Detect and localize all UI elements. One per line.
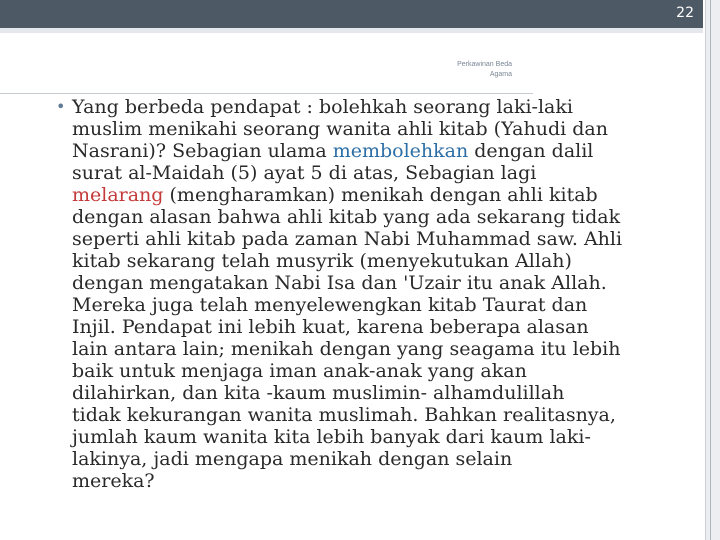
body-line: seperti ahli kitab pada zaman Nabi Muhammad saw. Ahli	[72, 228, 623, 250]
body-line	[72, 140, 696, 162]
top-bar	[0, 0, 703, 28]
body-text: (mengharamkan) menikah dengan ahli kitab	[163, 184, 598, 206]
body-line: baik untuk menjaga iman anak-anak yang akan	[72, 360, 527, 382]
header-note-line: Agama	[489, 71, 512, 78]
body-text: dengan dalil	[468, 140, 594, 162]
page-number: 22	[676, 5, 694, 21]
top-bar-edge	[0, 28, 703, 33]
header-divider	[0, 93, 533, 94]
body-line: muslim menikahi seorang wanita ahli kitab (Yahudi dan	[72, 118, 608, 140]
body-line: mereka?	[72, 470, 155, 492]
body-line: Injil. Pendapat ini lebih kuat, karena beberapa alasan	[72, 316, 589, 338]
highlight-allowed: membolehkan	[332, 140, 469, 162]
body-line: dilahirkan, dan kita -kaum muslimin- alhamdulillah	[72, 382, 565, 404]
body-line: kitab sekarang telah musyrik (menyekutukan Allah)	[72, 250, 572, 272]
body-line: Mereka juga telah menyelewengkan kitab Taurat dan	[72, 294, 588, 316]
body-line	[72, 96, 696, 118]
body-line: tidak kekurangan wanita muslimah. Bahkan realitasnya,	[72, 404, 616, 426]
highlight-forbidden: melarang	[72, 184, 164, 206]
body-line: dengan alasan bahwa ahli kitab yang ada sekarang tidak	[72, 206, 621, 228]
header-note-line: Perkawinan Beda	[457, 61, 512, 68]
bullet-paragraph	[56, 96, 696, 492]
slide-body	[56, 96, 696, 492]
body-line: lain antara lain; menikah dengan yang seagama itu lebih	[72, 338, 621, 360]
body-line: jumlah kaum wanita kita lebih banyak dari kaum laki-	[72, 426, 591, 448]
body-line	[72, 184, 696, 206]
body-line: dengan mengatakan Nabi Isa dan 'Uzair itu anak Allah.	[72, 272, 607, 294]
right-sidebar	[705, 0, 720, 540]
header-note	[440, 60, 512, 80]
right-sidebar-line	[710, 0, 711, 540]
bullet-icon: •	[56, 97, 66, 116]
body-text: Yang berbeda pendapat : bolehkah seorang laki-laki	[72, 96, 573, 118]
body-line: surat al-Maidah (5) ayat 5 di atas, Sebagian lagi	[72, 162, 537, 184]
body-text: Nasrani)? Sebagian ulama	[72, 140, 333, 162]
body-line: lakinya, jadi mengapa menikah dengan selain	[72, 448, 513, 470]
